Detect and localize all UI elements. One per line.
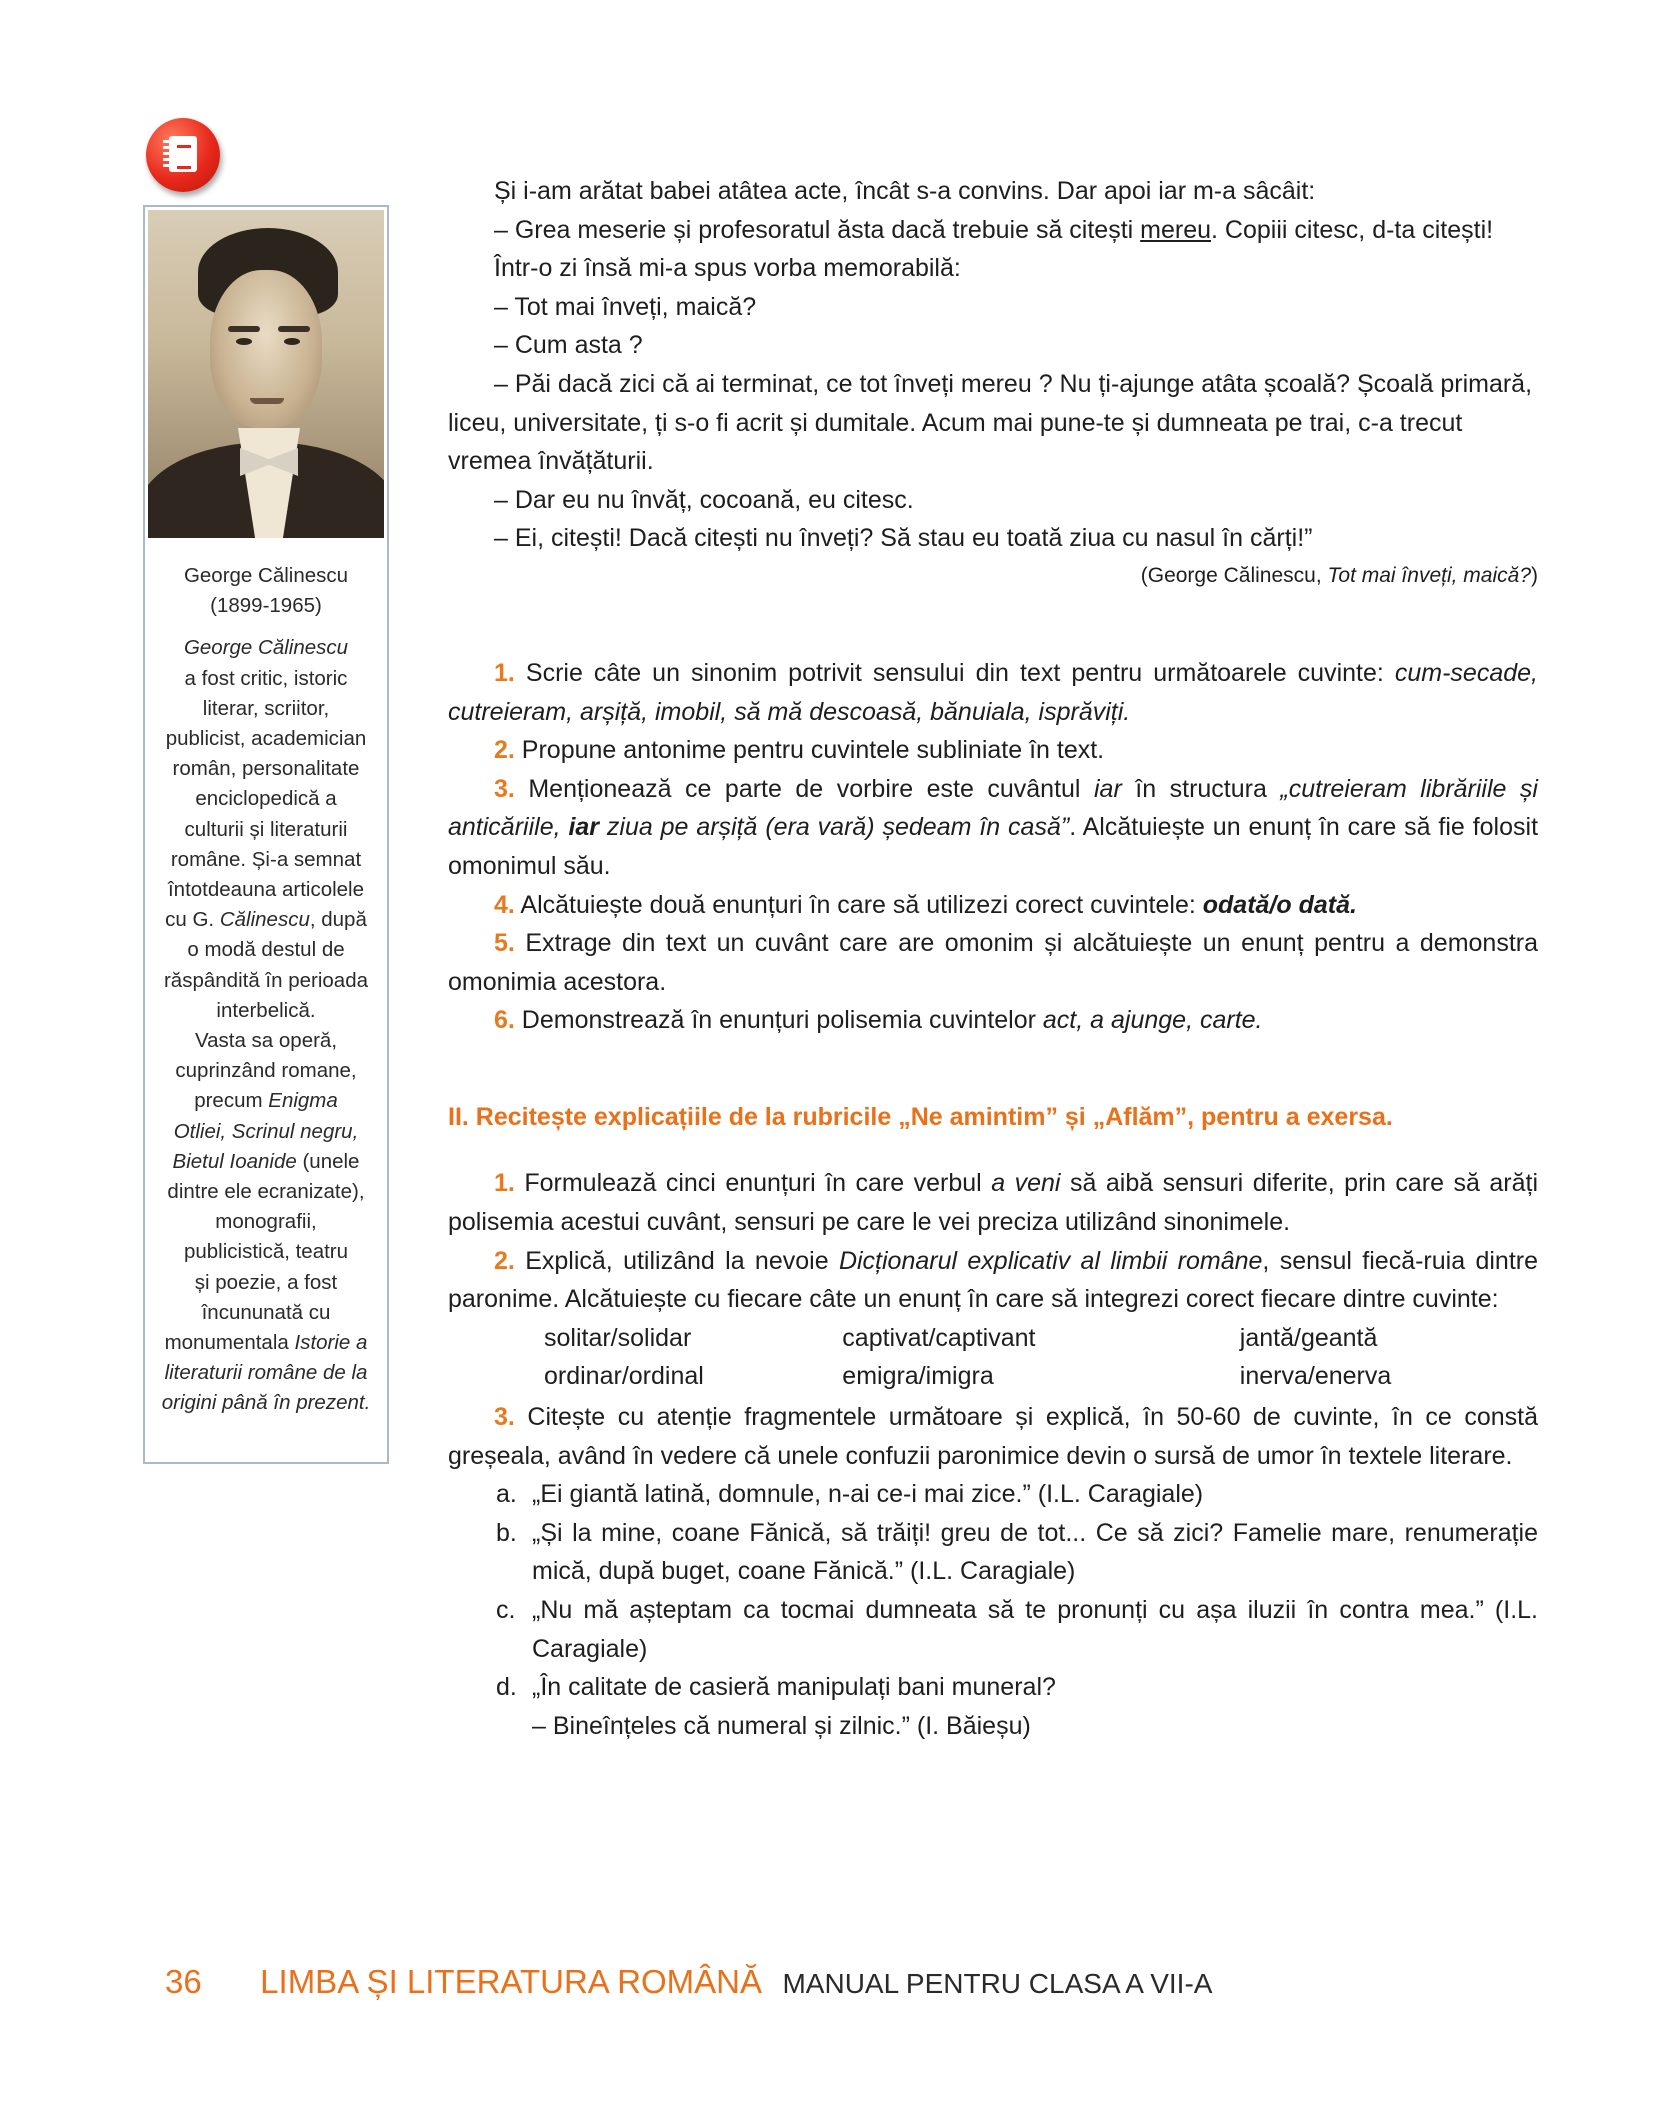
- list-item: a. „Ei giantă latină, domnule, n-ai ce-i mai zice.” (I.L. Caragiale): [448, 1475, 1538, 1514]
- table-cell: inerva/enerva: [1239, 1362, 1392, 1391]
- bio-line: o modă destul de: [187, 938, 345, 962]
- bio-line: Bietul Ioanide (unele: [172, 1149, 360, 1173]
- excerpt-paragraph: Într-o zi însă mi-a spus vorba memorabilă:: [494, 254, 961, 283]
- bio-line: publicist, academician: [165, 727, 367, 751]
- paronym-table: [544, 1319, 1538, 1396]
- list-item: b. „Și la mine, coane Fănică, să trăiți! greu de tot... Ce să zici? Famelie mare, renumerație mică, după buget, coane Fănică.” (I.L. Caragiale): [448, 1514, 1538, 1591]
- author-name: George Călinescu: [183, 564, 349, 587]
- exercise-number: 1.: [494, 1169, 515, 1198]
- page-number: 36: [165, 1963, 202, 2000]
- book-subtitle: MANUAL PENTRU CLASA A VII-A: [782, 1968, 1213, 1999]
- main-content: [448, 172, 1538, 1745]
- excerpt-paragraph: – Tot mai înveți, maică?: [494, 292, 757, 321]
- author-bio: [148, 561, 384, 1419]
- exercise-number: 3.: [494, 1403, 515, 1432]
- exercise-item: 5. Extrage din text un cuvânt care are omonim și alcătuiește un enunț pentru a demonstra omonimia acestora.: [448, 929, 1538, 996]
- excerpt-paragraph: – Ei, citești! Dacă citești nu înveți? Să stau eu toată ziua cu nasul în cărți!”: [494, 524, 1313, 553]
- table-cell: emigra/imigra: [842, 1362, 994, 1391]
- exercise-number: 6.: [494, 1006, 515, 1035]
- exercise-number: 5.: [494, 929, 515, 958]
- excerpt-paragraph: – Grea meserie și profesoratul ăsta dacă trebuie să citești mereu. Copiii citesc, d-ta citești!: [494, 215, 1494, 244]
- author-portrait: [148, 210, 384, 538]
- author-sidebar: [143, 205, 389, 1464]
- section-heading: II. Recitește explicațiile de la rubricile „Ne amintim” și „Aflăm”, pentru a exersa.: [448, 1102, 1393, 1131]
- bio-line: dintre ele ecranizate),: [167, 1180, 365, 1204]
- bio-line: întotdeauna articolele: [167, 878, 365, 902]
- bio-line: răspândită în perioada: [163, 968, 368, 992]
- exercise-item: 4. Alcătuiește două enunțuri în care să utilizezi corect cuvintele: odată/o dată.: [494, 890, 1357, 919]
- literary-excerpt: [448, 172, 1538, 592]
- excerpt-source: (George Călinescu, Tot mai înveți, maică?): [1140, 563, 1538, 587]
- exercise-item: 6. Demonstrează în enunțuri polisemia cuvintelor act, a ajunge, carte.: [494, 1006, 1263, 1035]
- exercise-item: 1. Formulează cinci enunțuri în care verbul a veni să aibă sensuri diferite, prin care să arăți polisemia acestui cuvânt, sensuri pe care le vei preciza utilizând sinonimele.: [448, 1169, 1539, 1237]
- exercise-item: 3. Citește cu atenție fragmentele următoare și explică, în 50-60 de cuvinte, în ce constă greșeala, având în vedere că unele confuzii paronimice devin o sursă de umor în textele literare.: [448, 1403, 1538, 1470]
- exercise-item: 1. Scrie câte un sinonim potrivit sensului din text pentru următoarele cuvinte: cum-secade, cutreieram, arșiță, imobil, să mă descoasă, bănuiala, isprăviți.: [448, 658, 1538, 726]
- underlined-word: mereu: [1140, 215, 1212, 244]
- bio-line: încununată cu: [201, 1300, 331, 1324]
- fragment-letter: a.: [496, 1480, 517, 1509]
- table-cell: jantă/geantă: [1239, 1323, 1378, 1352]
- exercise-item: 2. Explică, utilizând la nevoie Dicționarul explicativ al limbii române, sensul fiecă-ruia dintre paronime. Alcătuiește cu fiecare câte un enunț în care să integrezi corect fiecare dintre cuvinte:: [448, 1246, 1538, 1314]
- table-cell: ordinar/ordinal: [544, 1362, 704, 1391]
- bio-line: monumentala Istorie a: [164, 1331, 368, 1355]
- bio-line: origini până în prezent.: [161, 1391, 371, 1415]
- bio-line: române. Și-a semnat: [170, 847, 362, 871]
- exercise-number: 2.: [494, 736, 515, 765]
- bio-line: român, personalitate: [172, 757, 360, 781]
- exercise-item: 2. Propune antonime pentru cuvintele subliniate în text.: [494, 736, 1105, 765]
- list-item: d. „În calitate de casieră manipulați bani muneral? – Bineînțeles că numeral și zilnic.” (I. Băieșu): [448, 1668, 1538, 1745]
- book-logo-icon: [146, 118, 220, 192]
- table-row: [544, 1357, 1538, 1396]
- exercise-list-1: [448, 654, 1538, 1040]
- excerpt-paragraph: – Păi dacă zici că ai terminat, ce tot înveți mereu ? Nu ți-ajunge atâta școală? Școală primară, liceu, universitate, ți s-o fi acrit și dumitale. Acum mai pune-te și dumneata pe trai, c-a trecut vremea învățăturii.: [448, 369, 1533, 476]
- bio-line: cu G. Călinescu, după: [165, 908, 367, 932]
- fragment-letter: d.: [496, 1673, 517, 1702]
- bio-line: monografii,: [215, 1210, 317, 1234]
- exercise-item: 3. Menționează ce parte de vorbire este cuvântul iar în structura „cutreieram librăriile și anticăriile, iar ziua pe arșiță (era vară) ședeam în casă”. Alcătuiește un enunț în care să fie folosit omonimul său.: [448, 774, 1539, 880]
- exercise-number: 2.: [494, 1246, 515, 1275]
- list-item: c. „Nu mă așteptam ca tocmai dumneata să te pronunți cu așa iluzii în contra mea.” (I.L. Caragiale): [448, 1591, 1538, 1668]
- table-cell: captivat/captivant: [842, 1323, 1036, 1352]
- bio-line: George Călinescu: [183, 636, 349, 660]
- bio-text: [148, 633, 384, 1418]
- fragment-letter: c.: [496, 1596, 516, 1624]
- bio-line: publicistică, teatru: [183, 1240, 349, 1264]
- table-row: [544, 1319, 1538, 1358]
- bio-line: Vasta sa operă,: [194, 1029, 338, 1053]
- book-title: LIMBA ȘI LITERATURA ROMÂNĂ: [260, 1963, 763, 2000]
- excerpt-paragraph: – Dar eu nu învăț, cocoană, eu citesc.: [494, 485, 914, 514]
- author-years: (1899-1965): [210, 594, 322, 618]
- table-cell: solitar/solidar: [544, 1323, 692, 1352]
- bio-line: și poezie, a fost: [194, 1270, 338, 1294]
- bio-line: a fost critic, istoric: [184, 666, 348, 690]
- bio-line: enciclopedică a: [195, 787, 337, 811]
- bio-line: interbelică.: [216, 998, 316, 1022]
- bio-line: Otliei, Scrinul negru,: [173, 1119, 359, 1143]
- exercise-number: 3.: [494, 774, 515, 803]
- bio-line: precum Enigma: [194, 1089, 338, 1113]
- fragment-list: [448, 1475, 1538, 1745]
- bio-line: cuprinzând romane,: [175, 1059, 357, 1083]
- exercise-number: 1.: [494, 658, 515, 687]
- page-footer: [165, 1963, 1212, 2001]
- excerpt-paragraph: Și i-am arătat babei atâtea acte, încât s-a convins. Dar apoi iar m-a sâcâit:: [494, 177, 1316, 205]
- bio-line: literar, scriitor,: [202, 696, 330, 720]
- bio-line: literaturii române de la: [164, 1361, 368, 1385]
- bio-line: culturii și literaturii: [184, 817, 348, 841]
- fragment-letter: b.: [496, 1518, 517, 1547]
- exercise-number: 4.: [494, 890, 515, 919]
- excerpt-paragraph: – Cum asta ?: [494, 331, 643, 360]
- exercise-list-2: [448, 1164, 1538, 1318]
